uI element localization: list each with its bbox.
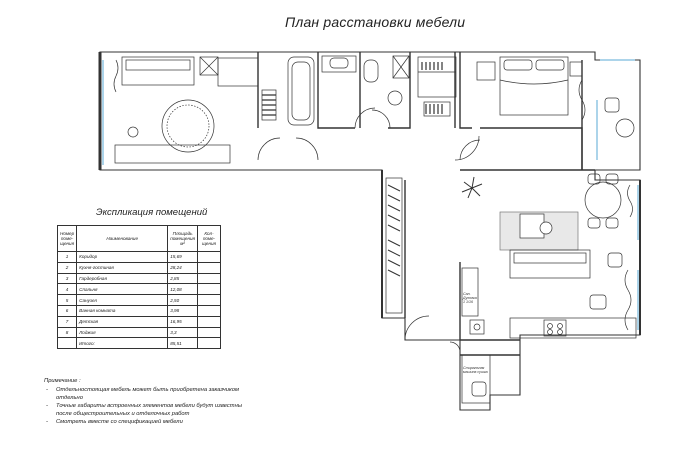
table-row: 6 Ванная комната 3,98 (58, 305, 221, 316)
tv-unit (115, 145, 230, 163)
toilet (364, 60, 378, 82)
explication-table (57, 225, 221, 349)
note-item: - Точные габариты встроенных элементов мебели будут известны после общестроительных и отделочных работ (46, 403, 243, 417)
header-qty: Кол-поме-щения (198, 226, 221, 252)
fridge-label: Сан. Духовка 1 1/16 (463, 292, 477, 304)
kitchen-sofa (510, 250, 590, 278)
table-row: 7 Детская 16,95 (58, 316, 221, 327)
sink (322, 56, 356, 72)
door-swing (258, 138, 280, 160)
header-num: Номер поме-щения (58, 226, 77, 252)
table-row: 2 Кухня-гостиная 28,24 (58, 262, 221, 273)
table-header (58, 226, 221, 252)
notes-heading: Примечание : (44, 378, 81, 384)
curtain (114, 60, 118, 92)
plant-icon (462, 177, 482, 198)
washer-label: Стиральная машина сушка (463, 366, 488, 374)
table-row: 3 Гардеробная 2,85 (58, 273, 221, 284)
double-bed (500, 57, 568, 115)
table-row: 8 Лоджия 3,3 (58, 327, 221, 338)
note-item: - Отдельностоящая мебель может быть приобретена заказчиком отдельно (46, 387, 239, 401)
dining-table (585, 182, 621, 218)
plan-title: План расстановки мебели (285, 14, 466, 30)
explication-title: Экспликация помещений (96, 207, 208, 218)
header-area: Площадь помещения м² (168, 226, 198, 252)
table-row: 1 Коридор 15,69 (58, 252, 221, 263)
note-item: - Смотреть вместе со спецификацией мебели (46, 419, 183, 425)
table-row: 4 Спальня 12,08 (58, 284, 221, 295)
loggia-table (616, 119, 634, 137)
round-rug (162, 100, 214, 152)
bed-kids (218, 58, 258, 86)
table-row: 5 Санузел 2,50 (58, 295, 221, 306)
bedroom (418, 57, 634, 160)
wardrobe (418, 57, 456, 97)
sofa (122, 57, 194, 85)
table-row-total: Итого: 85,51 (58, 338, 221, 349)
notes (44, 377, 244, 426)
corridor-wardrobe (386, 178, 460, 352)
header-name: Наименование (77, 226, 168, 252)
bathroom (288, 56, 409, 128)
